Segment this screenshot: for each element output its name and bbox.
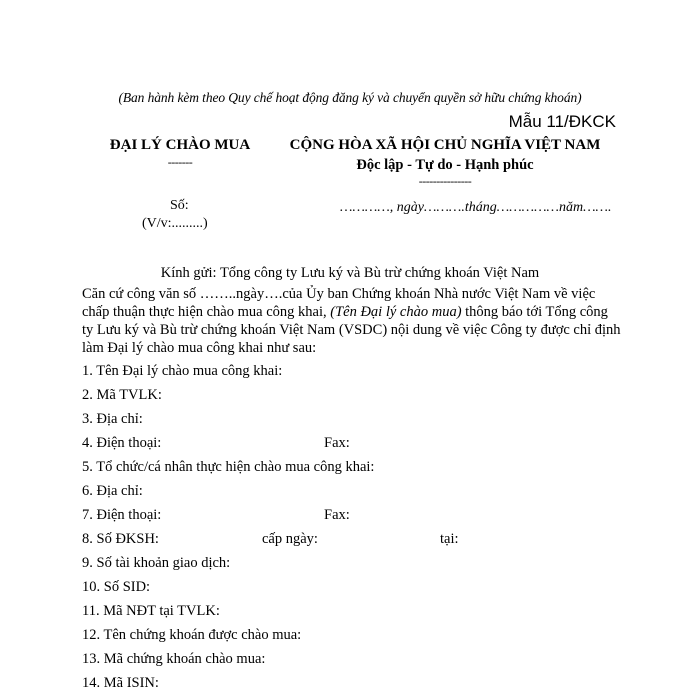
item-4-fax-label: Fax:	[324, 435, 350, 451]
item-8	[82, 531, 459, 548]
item-9: 9. Số tài khoản giao dịch:	[82, 555, 231, 571]
intro-text-1: Căn cứ công văn số ……..ngày….của Ủy ban Chứng khoán Nhà nước Việt Nam về việc chấp thuận thực hiện chào mua công khai,	[82, 286, 596, 320]
motto-divider: ---------------	[418, 174, 472, 188]
intro-agent-name: (Tên Đại lý chào mua)	[330, 304, 462, 320]
item-7-label: 7. Điện thoại:	[82, 507, 162, 523]
left-divider: -------	[167, 155, 193, 169]
item-1: 1. Tên Đại lý chào mua công khai:	[82, 363, 283, 379]
place-date-line: …………, ngày……….tháng……………năm…….	[340, 200, 612, 215]
item-13: 13. Mã chứng khoán chào mua:	[82, 651, 266, 667]
item-4-label: 4. Điện thoại:	[82, 435, 162, 451]
recipient-line: Kính gửi: Tổng công ty Lưu ký và Bù trừ chứng khoán Việt Nam	[160, 265, 540, 281]
subject-reference: (V/v:.........)	[142, 216, 208, 231]
item-2: 2. Mã TVLK:	[82, 387, 162, 403]
item-14: 14. Mã ISIN:	[82, 675, 159, 691]
item-10: 10. Số SID:	[82, 579, 151, 595]
national-motto: Độc lập - Tự do - Hạnh phúc	[356, 157, 534, 173]
item-7	[82, 507, 350, 524]
item-5: 5. Tổ chức/cá nhân thực hiện chào mua công khai:	[82, 459, 375, 475]
item-11: 11. Mã NĐT tại TVLK:	[82, 603, 220, 619]
item-8-label: 8. Số ĐKSH:	[82, 531, 159, 547]
item-8-at-label: tại:	[440, 531, 459, 547]
item-3: 3. Địa chỉ:	[82, 411, 143, 427]
form-code: Mẫu 11/ĐKCK	[508, 112, 616, 131]
national-title: CỘNG HÒA XÃ HỘI CHỦ NGHĨA VIỆT NAM	[289, 137, 601, 153]
document-number-label: Số:	[170, 198, 189, 213]
intro-paragraph	[82, 285, 622, 357]
item-12: 12. Tên chứng khoán được chào mua:	[82, 627, 302, 643]
item-4	[82, 435, 350, 452]
item-8-issue-date-label: cấp ngày:	[262, 531, 318, 547]
item-7-fax-label: Fax:	[324, 507, 350, 523]
intro-text-2: thông báo tới Tổng công ty Lưu ký và Bù trừ chứng khoán Việt Nam (VSDC) nội dung về việc Công ty được chỉ định làm Đại lý chào mua công khai như sau:	[82, 304, 621, 356]
issued-with-note: (Ban hành kèm theo Quy chế hoạt động đăng ký và chuyển quyền sở hữu chứng khoán)	[118, 90, 582, 105]
offer-agent-heading: ĐẠI LÝ CHÀO MUA	[109, 137, 251, 153]
item-6: 6. Địa chỉ:	[82, 483, 143, 499]
